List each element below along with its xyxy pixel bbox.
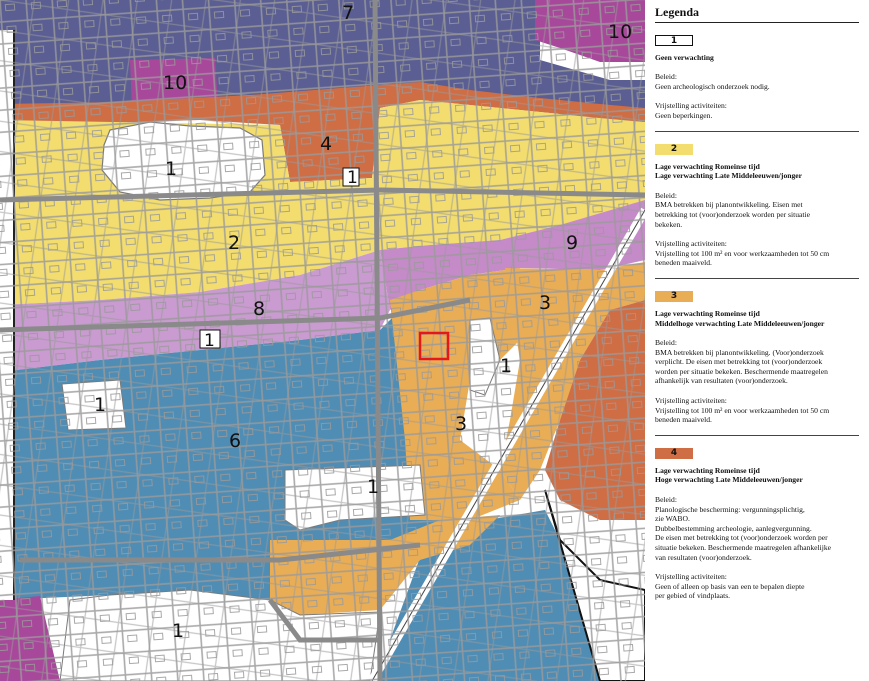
legend-title: Legenda <box>655 8 859 23</box>
beleid-line: situatie bekeken. Beschermende maatregelen afhankelijke <box>655 543 832 552</box>
zone-label-8: 8 <box>253 298 266 320</box>
zone-label-10-north: 10 <box>163 72 188 94</box>
beleid-label: Beleid: <box>655 190 677 200</box>
legend-separator <box>655 131 859 132</box>
zone-label-1-box-north: 1 <box>347 168 358 188</box>
vrijstelling-label: Vrijstelling activiteiten: <box>655 572 727 582</box>
vrijstelling-label: Vrijstelling activiteiten: <box>655 396 727 406</box>
legend-category-4 <box>655 444 859 601</box>
zone-label-2: 2 <box>228 232 241 254</box>
beleid-line: Dubbelbestemming archeologie, aanlegvergunning. <box>655 523 812 533</box>
vrijstelling-line: Geen beperkingen. <box>655 110 713 120</box>
beleid-line: Geen archeologisch onderzoek nodig. <box>655 81 770 91</box>
legend-heading <box>655 53 859 63</box>
beleid-line: BMA betrekken bij planontwikkeling. Eisen met <box>655 200 803 210</box>
legend-separator <box>655 435 859 436</box>
legend-separator <box>655 278 859 279</box>
legend-vrijstelling <box>655 101 859 120</box>
beleid-line: De eisen met betrekking tot (voor)onderzoek worden per <box>655 533 828 543</box>
vrijstelling-label: Vrijstelling activiteiten: <box>655 239 727 249</box>
vrijstelling-line: per gebied of vindplaats. <box>655 591 731 601</box>
beleid-line: verplicht. De eisen met betrekking tot (voor)onderzoek <box>655 357 823 367</box>
zone-label-6: 6 <box>229 430 242 452</box>
legend-beleid <box>655 72 859 91</box>
zone-label-9: 9 <box>566 232 579 254</box>
beleid-line: Planologische bescherming: vergunningsplichtig, <box>655 504 805 514</box>
zone-label-3-center: 3 <box>455 413 468 435</box>
zone-label-1-south: 1 <box>172 620 185 642</box>
legend-panel <box>645 0 869 681</box>
vrijstelling-line: beneden maaiveld. <box>655 258 712 268</box>
legend-beleid <box>655 338 859 386</box>
legend-swatch-4: 4 <box>655 448 693 459</box>
zone-label-1-box-center: 1 <box>204 331 215 351</box>
legend-swatch-3: 3 <box>655 291 693 302</box>
zone-label-7: 7 <box>342 2 355 24</box>
legend-heading-line: Lage verwachting Romeinse tijd <box>655 465 760 475</box>
zone-label-10-northeast: 10 <box>608 21 633 43</box>
legend-heading <box>655 466 859 485</box>
legend-vrijstelling <box>655 572 859 601</box>
vrijstelling-label: Vrijstelling activiteiten: <box>655 101 727 111</box>
vrijstelling-line: Geen of alleen op basis van een te bepalen diepte <box>655 581 805 591</box>
beleid-label: Beleid: <box>655 495 677 505</box>
legend-heading-line: Geen verwachting <box>655 52 714 62</box>
beleid-line: BMA betrekken bij planontwikkeling. (Voor)onderzoek <box>655 347 824 357</box>
zone-label-1-west: 1 <box>94 394 107 416</box>
beleid-line: worden per situatie bekeken. Beschermende maatregelen <box>655 366 828 376</box>
legend-category-3 <box>655 287 859 436</box>
beleid-line: bekeken. <box>655 219 683 229</box>
legend-heading <box>655 162 859 181</box>
beleid-line: zie WABO. <box>655 514 690 524</box>
zone-label-1-lake: 1 <box>165 158 178 180</box>
legend-heading-line: Lage verwachting Late Middeleeuwen/jonger <box>655 171 802 181</box>
legend-swatch-2: 2 <box>655 144 693 155</box>
beleid-label: Beleid: <box>655 72 677 82</box>
vrijstelling-line: beneden maaiveld. <box>655 415 712 425</box>
beleid-label: Beleid: <box>655 338 677 348</box>
legend-heading-line: Lage verwachting Romeinse tijd <box>655 161 760 171</box>
legend-category-1 <box>655 23 859 132</box>
beleid-line: betrekking tot (voor)onderzoek worden per situatie <box>655 209 810 219</box>
legend-category-2 <box>655 140 859 279</box>
zone-label-1-center: 1 <box>367 476 380 498</box>
vrijstelling-line: Vrijstelling tot 100 m² en voor werkzaamheden tot 50 cm <box>655 248 830 258</box>
legend-beleid <box>655 191 859 229</box>
beleid-line: afhankelijk van resultaten (voor)onderzoek. <box>655 376 788 386</box>
legend-heading-line: Hoge verwachting Late Middeleeuwen/jonger <box>655 475 803 485</box>
legend-vrijstelling <box>655 396 859 425</box>
zone-label-1-east: 1 <box>500 355 513 377</box>
legend-beleid <box>655 495 859 562</box>
legend-heading-line: Middelhoge verwachting Late Middeleeuwen/jonger <box>655 318 825 328</box>
vrijstelling-line: Vrijstelling tot 100 m² en voor werkzaamheden tot 50 cm <box>655 405 830 415</box>
beleid-line: van resultaten (voor)onderzoek. <box>655 552 752 562</box>
legend-swatch-1: 1 <box>655 35 693 46</box>
legend-heading <box>655 309 859 328</box>
legend-heading-line: Lage verwachting Romeinse tijd <box>655 308 760 318</box>
zone-label-3-east: 3 <box>539 292 552 314</box>
legend-vrijstelling <box>655 239 859 268</box>
zone-label-4: 4 <box>320 133 333 155</box>
